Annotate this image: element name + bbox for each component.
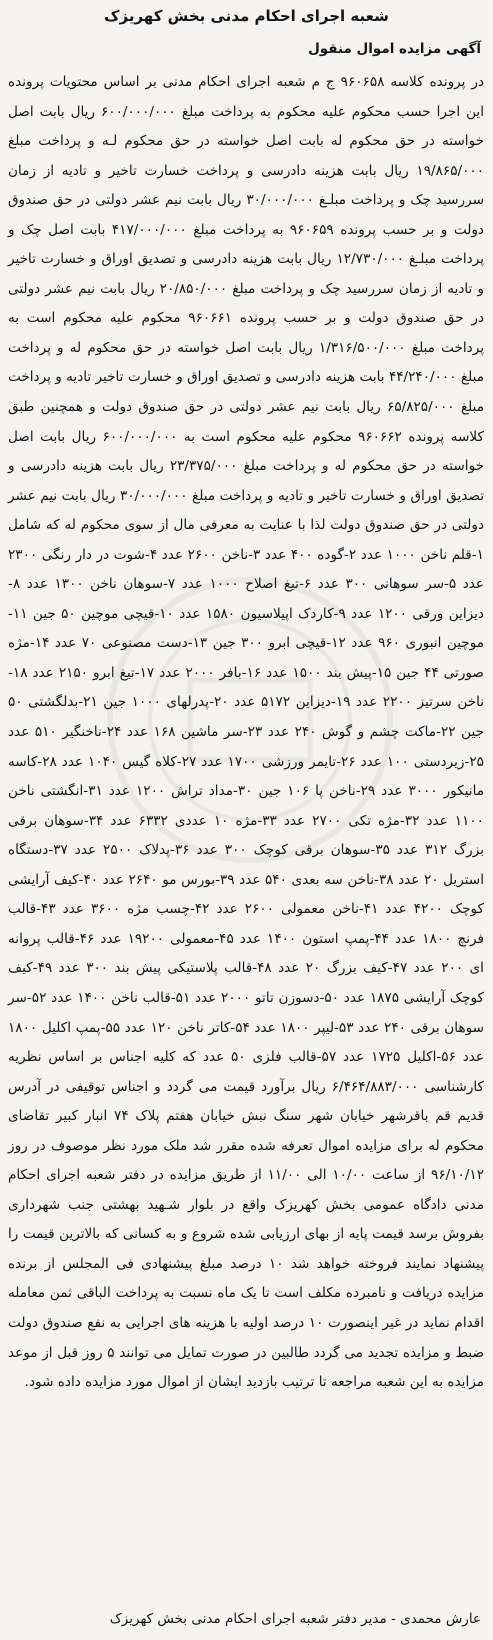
notice-title: شعبه اجرای احکام مدنی بخش کهریزک xyxy=(104,7,389,25)
notice-subtitle: آگهی مزایده اموال منقول xyxy=(308,41,481,57)
notice-signature: عارش محمدی - مدیر دفتر شعبه اجرای احکام مدنی بخش کهریزک xyxy=(109,1611,481,1627)
notice-body: در پرونده کلاسه ۹۶۰۶۵۸ ج م شعبه اجرای احکام مدنی بر اساس محتویات پرونده این اجرا حسب محکوم علیه محکوم به پرداخت مبلغ ۶۰۰/۰۰۰/۰۰۰ ریال بابت اصل خواسته در حق محکوم له بابت اصل خواسته در حق محکوم لـه و پرداخت مبلغ ۱۹/۸۶۵/۰۰۰ ریال بابت هزینه دادرسی و پرداخت خسارت تاخیر و تادیه از زمان سررسید چک و پرداخت مبلـغ ۳۰/۰۰۰/۰۰۰ ریال بابت نیم عشر دولتی در حق صندوق دولت و بر حسب پرونده ۹۶۰۶۵۹ به پرداخت مبلغ ۴۱۷/۰۰۰/۰۰۰ بابت اصل چک و پرداخت مبلـغ ۱۲/۷۳۰/۰۰۰ ریال بابت هزینه دادرسی و تصدیق اوراق و خسارت تاخیر و تادیه از زمان سررسید چک و پرداخت مبلغ ۲۰/۸۵۰/۰۰۰ ریال بابت نیم عشر دولتی در حق صندوق دولت و بر حسب پرونده ۹۶۰۶۶۱ محکوم علیه محکوم است به پرداخت مبلغ ۱/۳۱۶/۵۰۰/۰۰۰ ریال بابت اصل خواسته در حق محکوم له و پرداخت مبلغ ۴۴/۲۴۰/۰۰۰ بابت هزینه دادرسی و تصدیق اوراق و خسارت تاخیر تادیه و پرداخت مبلغ ۶۵/۸۲۵/۰۰۰ ریال بابت نیم عشر دولتی در حق صندوق دولت و همچنین طبق کلاسه پرونده ۹۶۰۶۶۲ محکوم علیه محکوم است به ۶۰۰/۰۰۰/۰۰۰ ریال بابت اصل خواسته در حق محکوم له و پرداخت مبلغ ۲۳/۳۷۵/۰۰۰ ریال بابت هزینه دادرسی و تصدیق اوراق و خسارت تاخیر و تادیه و پرداخت مبلغ ۳۰/۰۰۰/۰۰۰ ریال بابت نیم عشر دولتی در حق صندوق دولت لذا با عنایت به معرفی مال از سوی محکوم له که شامل ۱-قلم ناخن ۱۰۰۰ عدد ۲-گوده ۴۰۰ عدد ۳-ناخن ۲۶۰۰ عدد ۴-شوت در دار رنگی ۲۳۰۰ عدد ۵-سر سوهانی ۳۰۰ عدد ۶-تیغ اصلاح ۱۰۰۰ عدد ۷-سوهان ناخن ۱۳۰۰ عدد ۸-دیزاین ورقی ۱۲۰۰ عدد ۹-کاردک اپیلاسیون ۱۵۸۰ عدد ۱۰-قیچی موچین ۵۰ جین ۱۱-موچین انبوری ۹۶۰ عدد ۱۲-قیچی ابرو ۳۰۰ جین ۱۳-دست مصنوعی ۷۰ عدد ۱۴-مژه صورتی ۴۴ جین ۱۵-پیش بند ۱۵۰۰ عدد ۱۶-بافر ۲۰۰۰ عدد ۱۷-تیغ ابرو ۲۱۵۰ عدد ۱۸-ناخن سرتیز ۲۲۰۰ عدد ۱۹-دیزاین ۵۱۷۲ عدد ۲۰-پدرلهای ۱۰۰۰ جین ۲۱-بدلگشتی ۵۰ جین ۲۲-ماکت چشم و گوش ۲۴۰ عدد ۲۳-سر ماشین ۱۶۸ عدد ۲۴-ناخنگیر ۵۱۰ عدد ۲۵-زیردستی ۱۰۰ عدد ۲۶-تایمر ورزشی ۱۷۰۰ عدد ۲۷-کلاه گیس ۱۰۴۰ عدد ۲۸-کاسه مانیکور ۳۰۰۰ عدد ۲۹-ناخن پا ۱۰۶ جین ۳۰-مداد تراش ۱۲۰۰ عدد ۳۱-انگشتی ناخن ۱۱۰۰ عدد ۳۲-مژه تکی ۲۷۰۰ عدد ۳۳-مژه ۱۰ عددی ۶۳۳۲ عدد ۳۴-سوهان برقی بزرگ ۳۱۲ عدد ۳۵-سوهان برقی کوچک ۳۰۰ عدد ۳۶-پدلاک ۲۵۰۰ عدد ۳۷-دستگاه استریل ۲۰ عدد ۳۸-ناخن سه بعدی ۵۴۰ عدد ۳۹-بورس مو ۲۶۴۰ عدد ۴۰-کیف آرایشی کوچک ۴۲۰۰ عدد ۴۱-ناخن معمولی ۲۶۰۰ عدد ۴۲-چسب مژه ۳۶۰۰ عدد ۴۳-قالب فرنچ ۱۸۰۰ عدد ۴۴-پمپ استون ۱۴۰۰ عدد ۴۵-معمولی ۱۹۲۰۰ عدد ۴۶-قالب پروانه ای ۲۰۰ عدد ۴۷-کیف بزرگ ۲۰ عدد ۴۸-قالب پلاستیکی پیش بند ۳۰۰ عدد ۴۹-کیف کوچک آرایشی ۱۸۷۵ عدد ۵۰-دسوزن تاتو ۲۰۰۰ عدد ۵۱-قالب ناخن ۱۴۰۰ عدد ۵۲-سر سوهان برقی ۲۴۰ عدد ۵۳-لیپر ۱۸۰۰ عدد ۵۴-کاتر ناخن ۱۲۰ عدد ۵۵-پمپ اکلیل ۱۸۰۰ عدد ۵۶-اکلیل ۱۷۲۵ عدد ۵۷-قالب فلزی ۵۰ عدد که کلیه اجناس بر اساس نظریه کارشناسی ۶/۴۶۴/۸۸۳/۰۰۰ ریال برآورد قیمت می گردد و اجناس توقیفی در آدرس قدیم قم باقرشهر خیابان شهر سنگ نبش خیابان هفتم پلاک ۷۴ انبار کبیر تقاضای محکوم له برای مزایده اموال تعرفه شده مقرر شد ملک مورد نظر موصوف در روز ۹۶/۱۰/۱۲ از ساعت ۱۰/۰۰ الی ۱۱/۰۰ از طریق مزایده در دفتر شعبه اجرای احکام مدنی دادگاه عمومی بخش کهریزک واقع در بلوار شـهید بهشتی جنب شهرداری بفروش برسد قیمت پایه از بهای ارزیابی شده شروع و به کسانی که بالاترین قیمت را پیشنهاد نمایند فروخته خواهد شد ۱۰ درصد مبلغ پیشنهادی فی المجلس از برنده مزایده دریافت و نامبرده مکلف است تا یک ماه نسبت به پرداخت الباقی ثمن معامله اقدام نماید در غیر اینصورت ۱۰ درصد اولیه با هزینه های اجرایی به نفع صندوق دولت ضبط و مزایده تجدید می گردد طالبین در صورت تمایل می توانند ۵ روز قبل از موعد مزایده به این شعبه مراجعه تا ترتیب بازدید ایشان از اموال مورد مزایده داده شود. xyxy=(8,74,485,1391)
